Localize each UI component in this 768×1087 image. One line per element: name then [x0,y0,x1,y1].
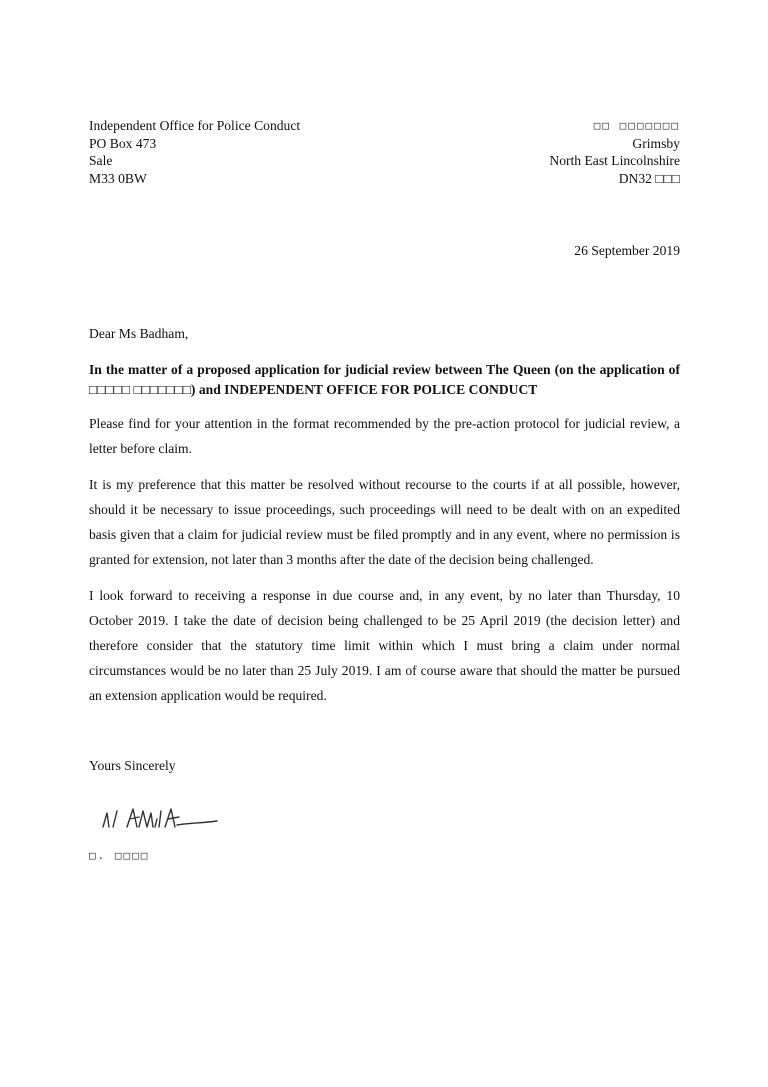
address-row-1 [89,117,680,135]
body-paragraph-1: Please find for your attention in the format recommended by the pre-action protocol for judicial review, a letter before claim. [89,416,680,456]
address-block [89,117,680,187]
sender-line-2: Grimsby [632,135,680,151]
subject-heading: In the matter of a proposed application for judicial review between The Queen (on the application of □□□□□ □□□□□□□) and INDEPENDENT OFFICE FOR POLICE CONDUCT [89,362,680,397]
handwritten-signature [93,797,223,837]
address-row-3 [89,152,680,170]
letter-page [89,117,680,864]
body-paragraph-3: I look forward to receiving a response in due course and, in any event, by no later than Thursday, 10 October 2019. I take the date of decision being challenged to be 25 April 2019 (the decision letter) and therefore consider that the statutory time limit within which I must bring a claim under normal circumstances would be no later than 25 July 2019. I am of course aware that should the matter be pursued an extension application would be required. [89,588,680,703]
address-row-2 [89,135,680,153]
sender-line-3: North East Lincolnshire [549,153,680,168]
recipient-line-2: PO Box 473 [89,135,157,151]
recipient-line-3: Sale [89,153,113,168]
sender-line-1: □□ □□□□□□□ [593,119,680,132]
signature-image [93,797,223,837]
body-paragraph-2: It is my preference that this matter be resolved without recourse to the courts if at all possible, however, should it be necessary to issue proceedings, such proceedings will need to be dealt with on an expedited basis given that a claim for judicial review must be filed promptly and in any event, where no permission is granted for extension, not later than 3 months after the date of the decision being challenged. [89,477,680,567]
signer-name: □. □□□□ [89,848,150,862]
salutation: Dear Ms Badham, [89,325,189,341]
recipient-line-4: M33 0BW [89,170,147,186]
closing: Yours Sincerely [89,758,176,773]
recipient-line-1: Independent Office for Police Conduct [89,118,301,133]
address-row-4 [89,170,680,188]
sender-line-4: DN32 □□□ [618,170,680,186]
letter-date: 26 September 2019 [574,243,680,258]
